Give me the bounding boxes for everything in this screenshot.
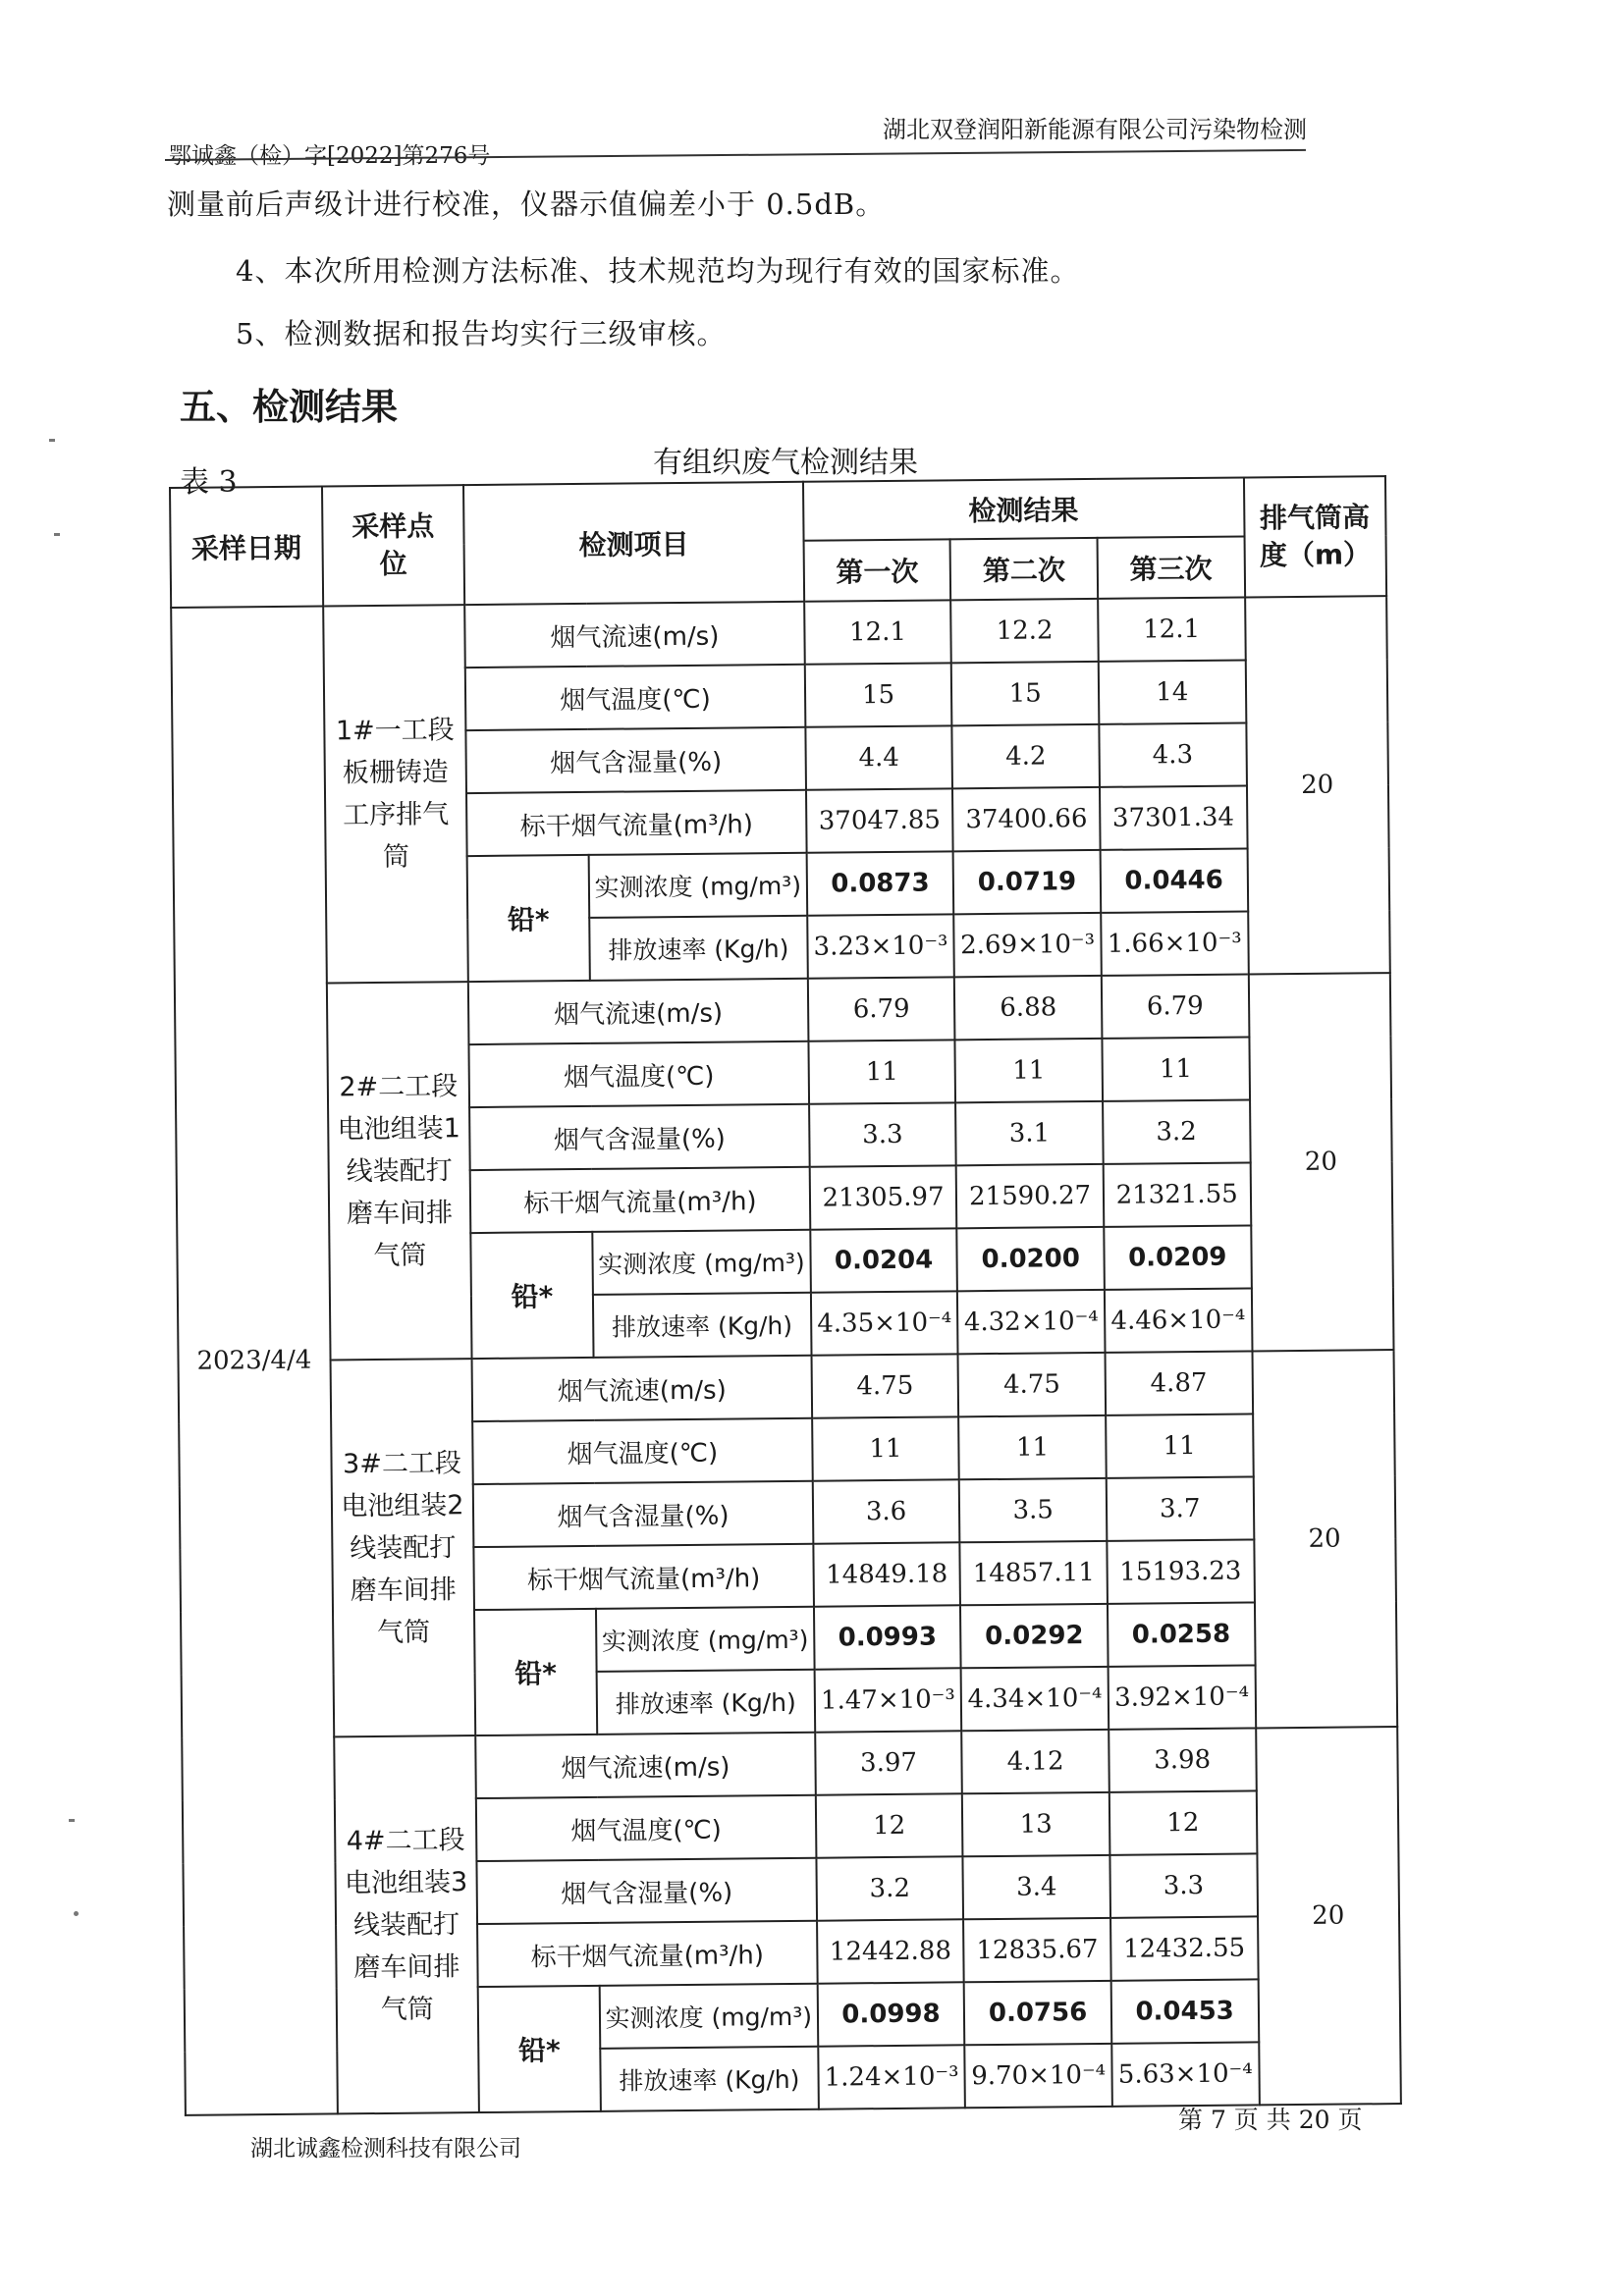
result-value-cell: 11 xyxy=(812,1416,959,1480)
result-value-cell: 3.4 xyxy=(963,1855,1110,1919)
pollutant-cell: 铅* xyxy=(470,1232,593,1359)
result-value-cell: 11 xyxy=(955,1039,1103,1102)
scan-speck xyxy=(54,533,60,536)
sub-item-label-cell: 实测浓度 (mg/m³) xyxy=(600,1984,818,2049)
stack-height-cell: 20 xyxy=(1252,1350,1397,1728)
concentration-value-cell: 0.0993 xyxy=(814,1605,961,1669)
emission-rate-value-cell: 4.32×10⁻⁴ xyxy=(957,1290,1105,1354)
result-value-cell: 3.7 xyxy=(1107,1476,1254,1540)
item-label-cell: 烟气温度(℃) xyxy=(472,1418,812,1484)
item-label-cell: 烟气流速(m/s) xyxy=(472,1356,812,1421)
item-label-cell: 烟气温度(℃) xyxy=(469,1041,809,1107)
results-table xyxy=(169,475,1402,2116)
result-value-cell: 3.98 xyxy=(1109,1728,1256,1791)
pollutant-cell: 铅* xyxy=(467,855,590,982)
result-value-cell: 4.87 xyxy=(1105,1351,1252,1415)
sampling-date-cell: 2023/4/4 xyxy=(171,606,337,2114)
sampling-point-cell: 2#二工段电池组装1线装配打磨车间排气筒 xyxy=(327,982,472,1360)
result-value-cell: 3.2 xyxy=(816,1856,963,1920)
sub-item-label-cell: 实测浓度 (mg/m³) xyxy=(592,1230,810,1295)
result-value-cell: 14849.18 xyxy=(813,1542,960,1606)
result-value-cell: 21305.97 xyxy=(809,1165,956,1229)
result-value-cell: 15 xyxy=(805,663,952,726)
result-value-cell: 3.1 xyxy=(955,1101,1103,1165)
result-value-cell: 4.75 xyxy=(811,1354,958,1417)
result-value-cell: 12.1 xyxy=(804,600,951,664)
result-value-cell: 12432.55 xyxy=(1110,1916,1258,1980)
result-value-cell: 12442.88 xyxy=(817,1919,964,1983)
result-value-cell: 4.4 xyxy=(805,725,952,789)
concentration-value-cell: 0.0200 xyxy=(957,1227,1105,1291)
paragraph-standards: 4、本次所用检测方法标准、技术规范均为现行有效的国家标准。 xyxy=(236,254,1080,288)
header-third: 第三次 xyxy=(1097,536,1244,598)
table-row xyxy=(182,1727,1398,1801)
result-value-cell: 11 xyxy=(808,1040,955,1103)
item-label-cell: 标干烟气流量(m³/h) xyxy=(470,1167,810,1233)
sub-item-label-cell: 排放速率 (Kg/h) xyxy=(593,1293,811,1358)
item-label-cell: 标干烟气流量(m³/h) xyxy=(477,1921,817,1987)
header-second: 第二次 xyxy=(950,538,1098,600)
result-value-cell: 3.3 xyxy=(809,1102,956,1166)
result-value-cell: 6.79 xyxy=(1102,974,1249,1038)
result-value-cell: 3.97 xyxy=(815,1731,962,1794)
concentration-value-cell: 0.0204 xyxy=(810,1228,957,1292)
result-value-cell: 4.2 xyxy=(952,724,1100,788)
result-value-cell: 21590.27 xyxy=(956,1164,1104,1228)
result-value-cell: 12 xyxy=(816,1793,963,1857)
header-date: 采样日期 xyxy=(170,487,323,608)
paragraph-review: 5、检测数据和报告均实行三级审核。 xyxy=(236,317,727,350)
sub-item-label-cell: 排放速率 (Kg/h) xyxy=(597,1670,815,1735)
concentration-value-cell: 0.0719 xyxy=(953,850,1101,914)
result-value-cell: 11 xyxy=(1106,1414,1253,1477)
result-value-cell: 4.3 xyxy=(1099,722,1246,786)
pollutant-cell: 铅* xyxy=(474,1609,597,1735)
result-value-cell: 3.2 xyxy=(1103,1099,1250,1163)
table-row xyxy=(171,596,1387,670)
table-row xyxy=(179,1350,1395,1424)
header-results: 检测结果 xyxy=(803,477,1244,540)
result-value-cell: 13 xyxy=(962,1792,1109,1856)
result-value-cell: 3.3 xyxy=(1109,1853,1257,1917)
footer-company: 湖北诚鑫检测科技有限公司 xyxy=(250,2136,521,2162)
concentration-value-cell: 0.0756 xyxy=(964,1981,1111,2045)
item-label-cell: 烟气流速(m/s) xyxy=(464,602,804,667)
result-value-cell: 4.12 xyxy=(962,1730,1109,1793)
sub-item-label-cell: 实测浓度 (mg/m³) xyxy=(589,853,807,918)
concentration-value-cell: 0.0209 xyxy=(1104,1225,1251,1289)
concentration-value-cell: 0.0258 xyxy=(1108,1602,1255,1666)
results-table-body xyxy=(171,596,1401,2115)
sampling-point-cell: 4#二工段电池组装3线装配打磨车间排气筒 xyxy=(334,1735,479,2113)
concentration-value-cell: 0.0998 xyxy=(817,1982,964,2046)
result-value-cell: 37047.85 xyxy=(806,788,953,852)
result-value-cell: 14857.11 xyxy=(960,1541,1108,1605)
emission-rate-value-cell: 4.35×10⁻⁴ xyxy=(811,1291,958,1355)
item-label-cell: 标干烟气流量(m³/h) xyxy=(474,1544,814,1610)
result-value-cell: 37301.34 xyxy=(1100,785,1247,849)
emission-rate-value-cell: 2.69×10⁻³ xyxy=(954,913,1102,977)
scan-speck xyxy=(74,1911,79,1916)
sampling-point-cell: 1#一工段板栅铸造工序排气筒 xyxy=(323,605,468,983)
result-value-cell: 12.2 xyxy=(950,599,1098,663)
concentration-value-cell: 0.0292 xyxy=(960,1604,1108,1668)
concentration-value-cell: 0.0453 xyxy=(1111,1979,1259,2043)
emission-rate-value-cell: 3.23×10⁻³ xyxy=(807,914,954,978)
pollutant-cell: 铅* xyxy=(478,1986,601,2112)
results-table-container xyxy=(169,475,1402,2116)
result-value-cell: 3.6 xyxy=(813,1479,960,1543)
concentration-value-cell: 0.0446 xyxy=(1101,848,1248,912)
emission-rate-value-cell: 4.46×10⁻⁴ xyxy=(1105,1288,1252,1352)
result-value-cell: 12.1 xyxy=(1098,597,1245,661)
item-label-cell: 烟气温度(℃) xyxy=(476,1795,816,1861)
result-value-cell: 3.5 xyxy=(959,1478,1107,1542)
header-height: 排气筒高度（m） xyxy=(1243,476,1386,597)
result-value-cell: 37400.66 xyxy=(952,787,1100,851)
sub-item-label-cell: 实测浓度 (mg/m³) xyxy=(596,1607,814,1672)
emission-rate-value-cell: 1.47×10⁻³ xyxy=(814,1668,961,1732)
result-value-cell: 12835.67 xyxy=(963,1918,1110,1982)
sub-item-label-cell: 排放速率 (Kg/h) xyxy=(589,916,807,981)
scan-speck xyxy=(49,439,55,442)
result-value-cell: 15 xyxy=(951,662,1099,725)
stack-height-cell: 20 xyxy=(1245,596,1390,974)
result-value-cell: 15193.23 xyxy=(1107,1539,1254,1603)
stack-height-cell: 20 xyxy=(1256,1727,1401,2105)
item-label-cell: 烟气含湿量(%) xyxy=(466,727,806,793)
table-row xyxy=(175,973,1391,1047)
header-point: 采样点位 xyxy=(322,485,465,606)
emission-rate-value-cell: 1.24×10⁻³ xyxy=(818,2045,965,2109)
item-label-cell: 烟气含湿量(%) xyxy=(477,1858,817,1924)
emission-rate-value-cell: 4.34×10⁻⁴ xyxy=(961,1667,1109,1731)
result-value-cell: 11 xyxy=(958,1415,1106,1479)
emission-rate-value-cell: 5.63×10⁻⁴ xyxy=(1111,2042,1259,2106)
result-value-cell: 6.79 xyxy=(808,977,955,1041)
result-value-cell: 12 xyxy=(1109,1790,1257,1854)
item-label-cell: 标干烟气流量(m³/h) xyxy=(466,790,806,856)
result-value-cell: 21321.55 xyxy=(1104,1162,1251,1226)
section-title: 五、检测结果 xyxy=(180,386,398,428)
header-company: 湖北双登润阳新能源有限公司污染物检测 xyxy=(883,116,1307,143)
result-value-cell: 14 xyxy=(1099,660,1246,723)
emission-rate-value-cell: 3.92×10⁻⁴ xyxy=(1108,1665,1255,1729)
concentration-value-cell: 0.0873 xyxy=(806,851,953,915)
emission-rate-value-cell: 1.66×10⁻³ xyxy=(1101,911,1248,975)
result-value-cell: 4.75 xyxy=(958,1353,1106,1416)
stack-height-cell: 20 xyxy=(1248,973,1393,1351)
table-label: 表 3 xyxy=(180,465,238,500)
item-label-cell: 烟气含湿量(%) xyxy=(473,1481,813,1547)
header-item: 检测项目 xyxy=(463,482,804,605)
scan-speck xyxy=(69,1819,75,1822)
result-value-cell: 11 xyxy=(1102,1037,1249,1100)
item-label-cell: 烟气流速(m/s) xyxy=(468,979,808,1044)
item-label-cell: 烟气温度(℃) xyxy=(465,665,805,730)
doc-number: 鄂诚鑫（检）字[2022]第276号 xyxy=(169,143,491,169)
emission-rate-value-cell: 9.70×10⁻⁴ xyxy=(965,2044,1112,2108)
item-label-cell: 烟气含湿量(%) xyxy=(469,1104,809,1170)
sampling-point-cell: 3#二工段电池组装2线装配打磨车间排气筒 xyxy=(330,1359,475,1736)
paragraph-calibration: 测量前后声级计进行校准，仪器示值偏差小于 0.5dB。 xyxy=(167,187,886,221)
result-value-cell: 6.88 xyxy=(954,976,1102,1040)
page-number: 第 7 页 共 20 页 xyxy=(1178,2106,1363,2134)
sub-item-label-cell: 排放速率 (Kg/h) xyxy=(600,2047,818,2111)
header-first: 第一次 xyxy=(803,539,950,601)
item-label-cell: 烟气流速(m/s) xyxy=(475,1733,815,1798)
table-title: 有组织废气检测结果 xyxy=(653,446,918,480)
